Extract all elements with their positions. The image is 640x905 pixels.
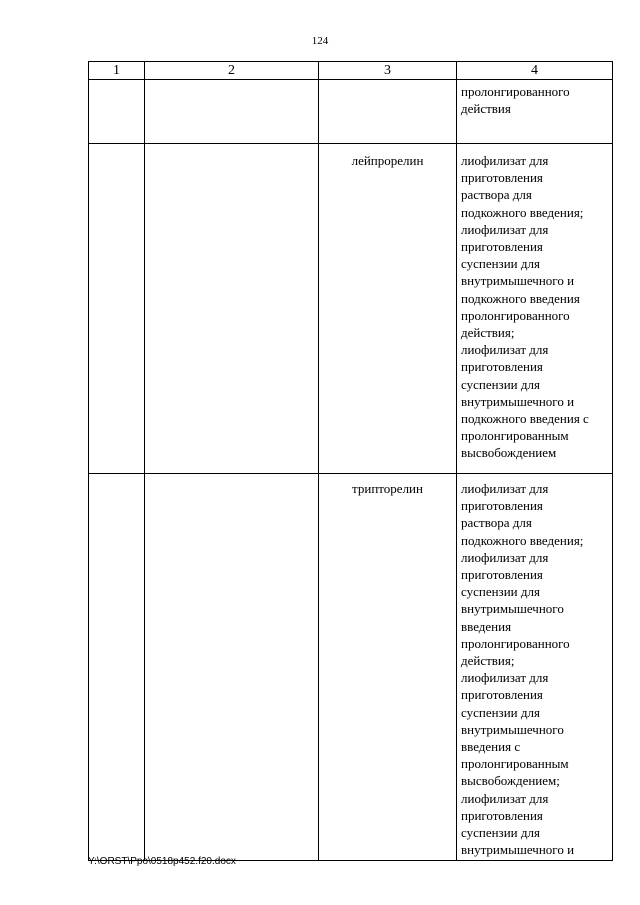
header-col-4: 4 xyxy=(457,62,613,80)
dosage-form-line: лиофилизат для xyxy=(461,670,549,686)
cell-col-1 xyxy=(89,80,145,144)
dosage-form-line: лиофилизат для xyxy=(461,790,549,806)
header-col-3: 3 xyxy=(319,62,457,80)
dosage-form-line: действия; xyxy=(461,653,515,669)
dosage-form-line: суспензии для xyxy=(461,825,540,841)
dosage-form-line: внутримышечного xyxy=(461,721,564,737)
cell-drug-name xyxy=(319,474,457,861)
cell-col-2 xyxy=(145,80,319,144)
dosage-form-line: введения xyxy=(461,618,512,634)
dosage-form-line: введения с xyxy=(461,739,521,755)
dosage-form-line: приготовления xyxy=(461,687,543,703)
cell-col-2 xyxy=(145,144,319,474)
dosage-form-line: лиофилизат для xyxy=(461,481,549,496)
dosage-form-line: приготовления xyxy=(461,170,543,186)
cell-drug-name xyxy=(319,144,457,474)
drug-name: лейпрорелин xyxy=(351,153,424,168)
cell-dosage-forms xyxy=(457,144,613,474)
dosage-form-line: приготовления xyxy=(461,807,543,823)
header-col-1: 1 xyxy=(89,62,145,80)
dosage-form-line: раствора для xyxy=(461,187,532,203)
dosage-form-line: высвобождением; xyxy=(461,773,560,789)
dosage-form-line: приготовления xyxy=(461,498,543,514)
dosage-form-line: внутримышечного xyxy=(461,601,564,617)
table-row xyxy=(89,144,613,474)
cell-dosage-forms xyxy=(457,474,613,861)
dosage-form-line: действия; xyxy=(461,325,515,341)
dosage-form-line: лиофилизат для xyxy=(461,153,549,168)
dosage-form-line: суспензии для xyxy=(461,704,540,720)
dosage-form-line: раствора для xyxy=(461,515,532,531)
dosage-form-line: пролонгированного xyxy=(461,84,570,99)
dosage-form-line: пролонгированного xyxy=(461,635,570,651)
cell-col-1 xyxy=(89,144,145,474)
dosage-form-line: подкожного введения; xyxy=(461,532,584,548)
dosage-form-line: пролонгированного xyxy=(461,307,570,323)
dosage-form-line: подкожного введения xyxy=(461,290,580,306)
dosage-form-line: лиофилизат для xyxy=(461,342,549,358)
page-number: 124 xyxy=(311,35,329,47)
dosage-form-line: пролонгированным xyxy=(461,756,569,772)
dosage-form-line: приготовления xyxy=(461,567,543,583)
dosage-form-line: подкожного введения; xyxy=(461,204,584,220)
cell-col-2 xyxy=(145,474,319,861)
dosage-form-line: суспензии для xyxy=(461,256,540,272)
footer-file-path: Y:\ORST\Ppo\0518p452.f20.docx xyxy=(88,856,236,867)
cell-dosage-forms xyxy=(457,80,613,144)
table-row xyxy=(89,80,613,144)
dosage-form-line: лиофилизат для xyxy=(461,549,549,565)
table-row xyxy=(89,474,613,861)
dosage-form-line: подкожного введения с xyxy=(461,411,589,427)
dosage-form-line: действия xyxy=(461,101,511,117)
dosage-form-line: приготовления xyxy=(461,239,543,255)
dosage-form-line: высвобождением xyxy=(461,445,557,461)
dosage-form-line: приготовления xyxy=(461,359,543,375)
cell-col-3 xyxy=(319,80,457,144)
medication-table xyxy=(88,61,613,861)
drug-name: трипторелин xyxy=(352,481,423,496)
dosage-form-line: внутримышечного и xyxy=(461,273,575,289)
dosage-form-line: пролонгированным xyxy=(461,428,569,444)
dosage-form-line: суспензии для xyxy=(461,584,540,600)
dosage-form-line: лиофилизат для xyxy=(461,221,549,237)
dosage-form-line: внутримышечного и xyxy=(461,393,575,409)
header-col-2: 2 xyxy=(145,62,319,80)
cell-col-1 xyxy=(89,474,145,861)
dosage-form-line: суспензии для xyxy=(461,376,540,392)
dosage-form-line: внутримышечного и xyxy=(461,842,575,858)
table-header-row xyxy=(89,62,613,80)
